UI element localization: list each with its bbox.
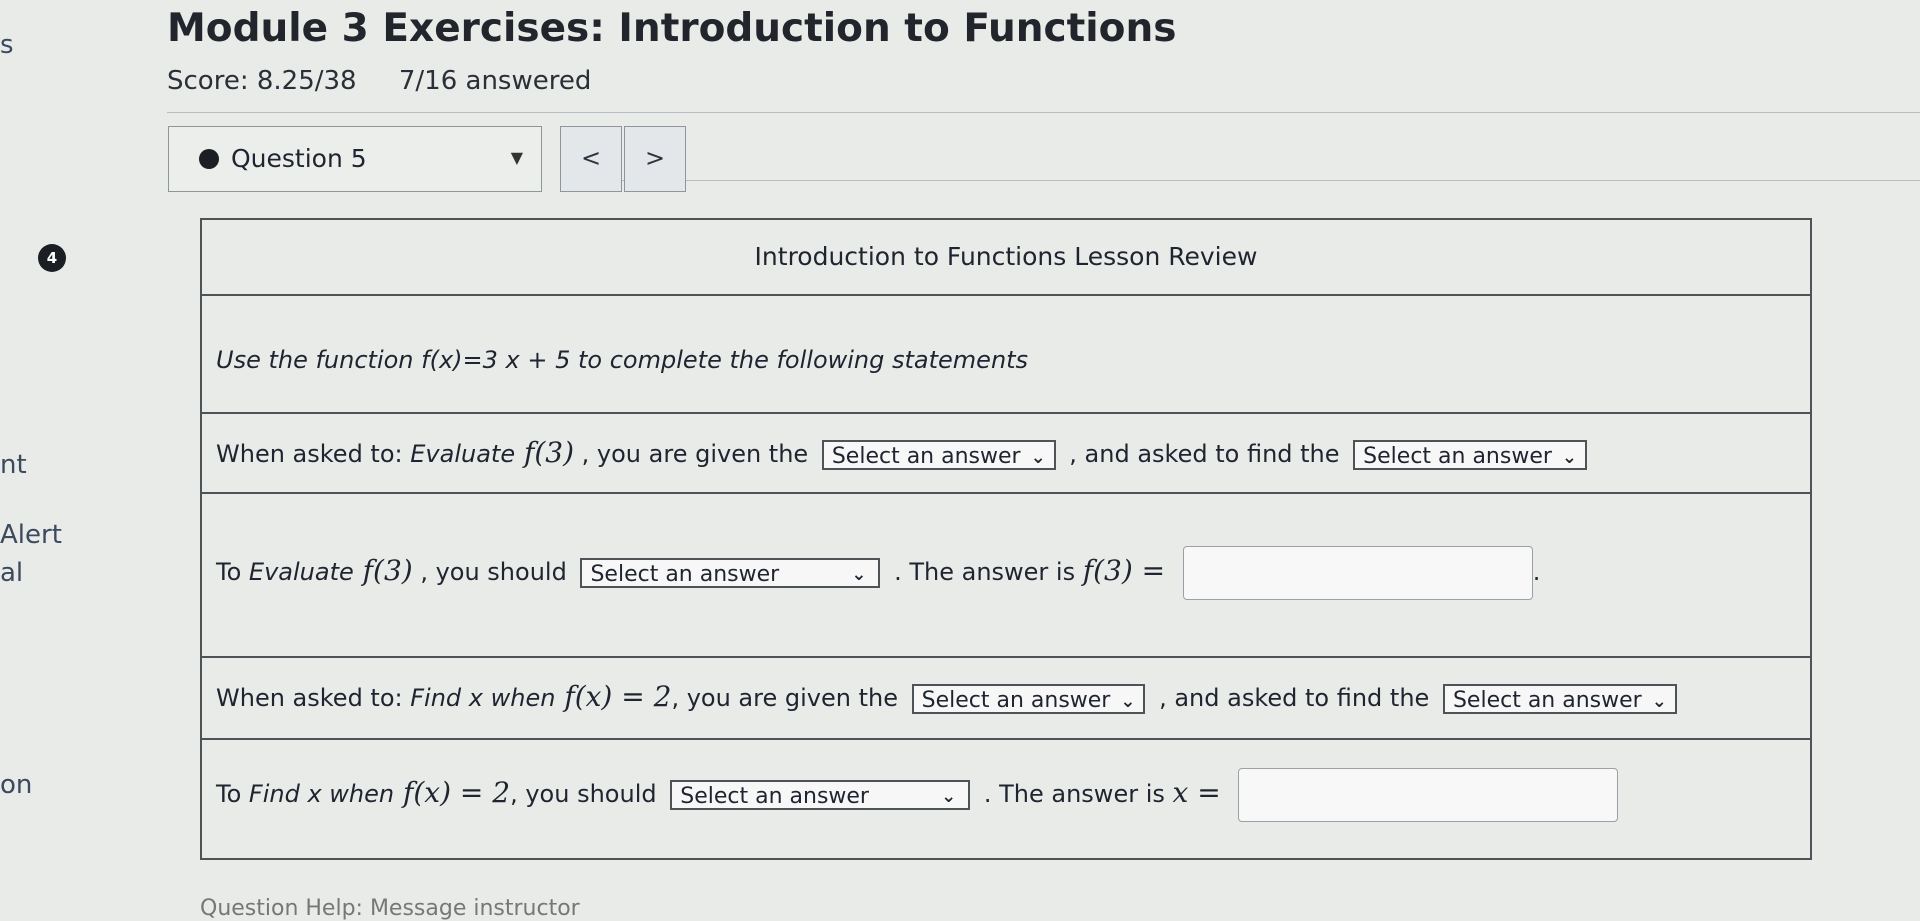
chevron-down-icon: ⌄	[941, 786, 957, 807]
row1-text-4: , and asked to find the	[1061, 440, 1340, 468]
row1-text-3: , you are given the	[574, 440, 809, 468]
row1-given-select[interactable]	[822, 440, 1056, 470]
statement-row-3	[202, 658, 1810, 740]
row2-text-3: , you should	[412, 558, 567, 586]
question-prompt: Use the function f(x)=3 x + 5 to complete the following statements	[216, 346, 1029, 374]
statement-row-2	[202, 494, 1810, 658]
caret-down-icon: ▼	[510, 148, 523, 167]
row2-method-select-label: Select an answer	[590, 562, 780, 587]
row1-find-select-label: Select an answer	[1363, 444, 1552, 469]
row2-method-select[interactable]	[580, 558, 880, 588]
score-line	[167, 66, 625, 96]
chevron-down-icon: ⌄	[1120, 691, 1136, 712]
sidebar-fragment-4[interactable]: al	[0, 558, 24, 588]
row4-text-2: Find x when	[248, 780, 395, 808]
row3-text-4: , and asked to find the	[1151, 684, 1430, 712]
chevron-down-icon: ⌄	[1561, 447, 1578, 468]
row3-text-3: , you are given the	[671, 684, 898, 712]
answer-input-f3[interactable]	[1183, 546, 1533, 600]
answer-input-x[interactable]	[1238, 768, 1618, 822]
notification-badge: 4	[38, 244, 66, 272]
row2-text-2: Evaluate	[248, 558, 354, 586]
row3-text-1: When asked to:	[216, 684, 411, 712]
row3-find-select[interactable]	[1443, 684, 1677, 714]
row1-text-1: When asked to:	[216, 440, 411, 468]
question-heading-row	[202, 220, 1810, 296]
row1-given-select-label: Select an answer	[831, 444, 1021, 469]
row4-math-2: x =	[1172, 776, 1221, 809]
prompt-row	[202, 296, 1810, 414]
question-select-label: Question 5	[231, 144, 367, 173]
row1-text-2: Evaluate	[410, 440, 516, 468]
left-sidebar-fragment	[0, 0, 160, 912]
chevron-down-icon: ⌄	[1030, 447, 1046, 468]
row3-find-select-label: Select an answer	[1452, 688, 1642, 713]
statement-2-text	[216, 546, 1540, 600]
chevron-down-icon: ⌄	[851, 564, 867, 585]
chevron-right-icon: >	[644, 144, 666, 172]
question-help-link[interactable]: Question Help: Message instructor	[200, 896, 580, 921]
statement-row-1	[202, 414, 1810, 494]
page-title: Module 3 Exercises: Introduction to Functions	[167, 6, 1177, 51]
row3-text-2: Find x when	[410, 684, 556, 712]
next-question-button[interactable]	[624, 126, 686, 192]
sidebar-fragment-5[interactable]: on	[0, 770, 33, 800]
question-status-dot-icon	[199, 149, 219, 169]
statement-3-text	[216, 680, 1683, 714]
row4-method-select-label: Select an answer	[680, 784, 869, 809]
sidebar-fragment-2[interactable]: nt	[0, 450, 27, 480]
chevron-down-icon: ⌄	[1651, 691, 1667, 712]
row2-text-1: To	[216, 558, 249, 586]
score-text: Score: 8.25/38	[167, 66, 357, 96]
header-divider	[167, 112, 1920, 113]
row3-given-select[interactable]	[912, 684, 1146, 714]
chevron-left-icon: <	[580, 144, 602, 172]
row4-text-1: To	[216, 780, 249, 808]
row1-math: f(3)	[515, 436, 575, 469]
row3-math: f(x) = 2	[555, 680, 672, 713]
question-select[interactable]	[168, 126, 542, 192]
row3-given-select-label: Select an answer	[921, 688, 1111, 713]
row4-text-4: . The answer is	[976, 780, 1173, 808]
question-table	[200, 218, 1812, 860]
statement-row-4	[202, 740, 1810, 858]
question-heading: Introduction to Functions Lesson Review	[754, 242, 1258, 271]
statement-1-text	[216, 436, 1593, 470]
sidebar-fragment-1: s	[0, 30, 14, 60]
row1-find-select[interactable]	[1353, 440, 1587, 470]
row4-method-select[interactable]	[670, 780, 970, 810]
row2-math-2: f(3) =	[1082, 554, 1166, 587]
previous-question-button[interactable]	[560, 126, 622, 192]
row2-text-4: . The answer is	[886, 558, 1083, 586]
nav-divider	[560, 180, 1920, 181]
statement-4-text	[216, 768, 1618, 822]
row2-period: .	[1532, 558, 1541, 586]
row2-math: f(3)	[353, 554, 413, 587]
row4-text-3: , you should	[510, 780, 657, 808]
answered-count: 7/16 answered	[398, 66, 592, 96]
row4-math: f(x) = 2	[394, 776, 511, 809]
sidebar-fragment-3[interactable]: Alert	[0, 520, 62, 550]
